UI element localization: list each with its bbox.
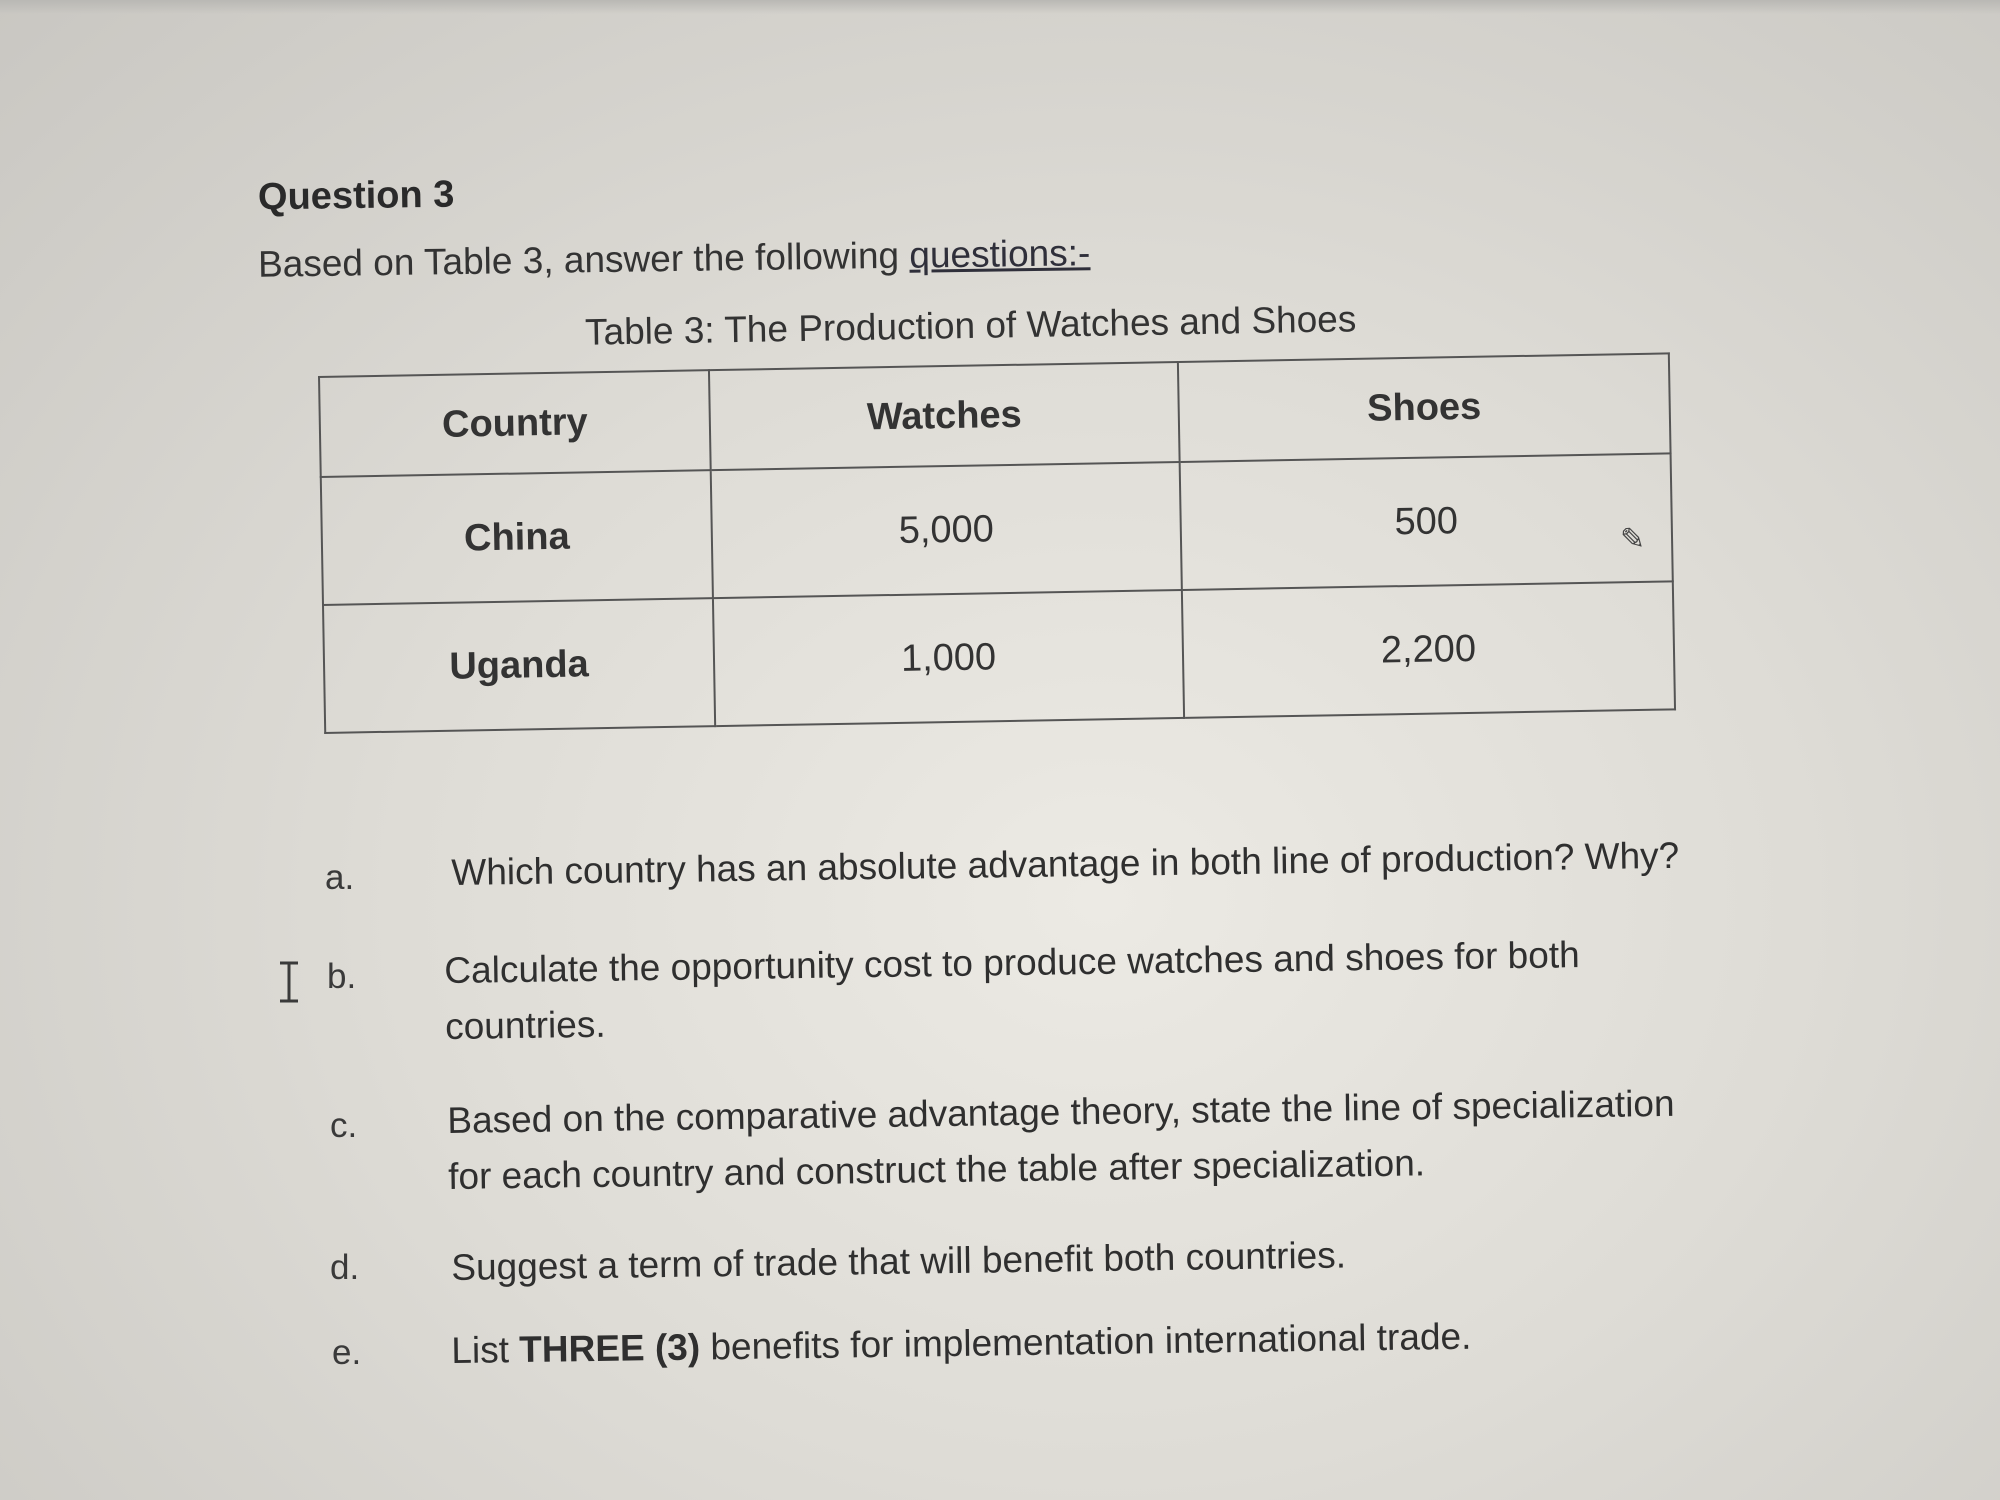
cell-shoes: 2,200	[1182, 581, 1675, 718]
table-caption: Table 3: The Production of Watches and Shoes	[584, 298, 1357, 353]
table-row-china	[321, 453, 1673, 605]
pencil-cursor-icon: ✎	[1620, 523, 1646, 556]
screen-top-edge	[0, 0, 2000, 14]
header-watches: Watches	[709, 362, 1180, 470]
item-a-text: Which country has an absolute advantage in both line of production? Why?	[451, 834, 1680, 893]
text-cursor-icon	[276, 960, 302, 1004]
item-b-letter: b.	[327, 957, 357, 996]
item-e-text-bold: THREE (3)	[518, 1326, 701, 1371]
item-e-letter: e.	[332, 1333, 362, 1372]
table-row-uganda	[323, 581, 1675, 733]
cell-country: Uganda	[323, 598, 715, 733]
item-a-letter: a.	[325, 858, 355, 897]
item-e-text	[451, 1305, 1742, 1379]
cell-country: China	[321, 470, 713, 605]
cell-watches: 5,000	[711, 462, 1182, 598]
cell-shoes: 500	[1180, 453, 1673, 590]
item-c-text: Based on the comparative advantage theory, state the line of specialization for each country and construct the table after specialization.	[447, 1082, 1675, 1197]
production-table-wrapper	[318, 352, 1676, 734]
header-country: Country	[319, 370, 711, 477]
questions-link[interactable]: questions:-	[909, 232, 1091, 276]
cell-watches: 1,000	[713, 590, 1184, 726]
question-intro	[258, 232, 1091, 286]
item-e-text-end: benefits for implementation international trade.	[699, 1315, 1472, 1368]
item-d-letter: d.	[330, 1248, 360, 1287]
item-d-text: Suggest a term of trade that will benefit both countries.	[451, 1234, 1347, 1288]
item-b-text: Calculate the opportunity cost to produce watches and shoes for both countries.	[444, 934, 1580, 1047]
item-c-letter: c.	[330, 1106, 358, 1145]
item-e-text-start: List	[451, 1329, 520, 1371]
header-shoes: Shoes	[1178, 353, 1671, 462]
production-table	[318, 352, 1676, 734]
question-title: Question 3	[257, 173, 455, 219]
intro-text: Based on Table 3, answer the following	[257, 234, 910, 285]
